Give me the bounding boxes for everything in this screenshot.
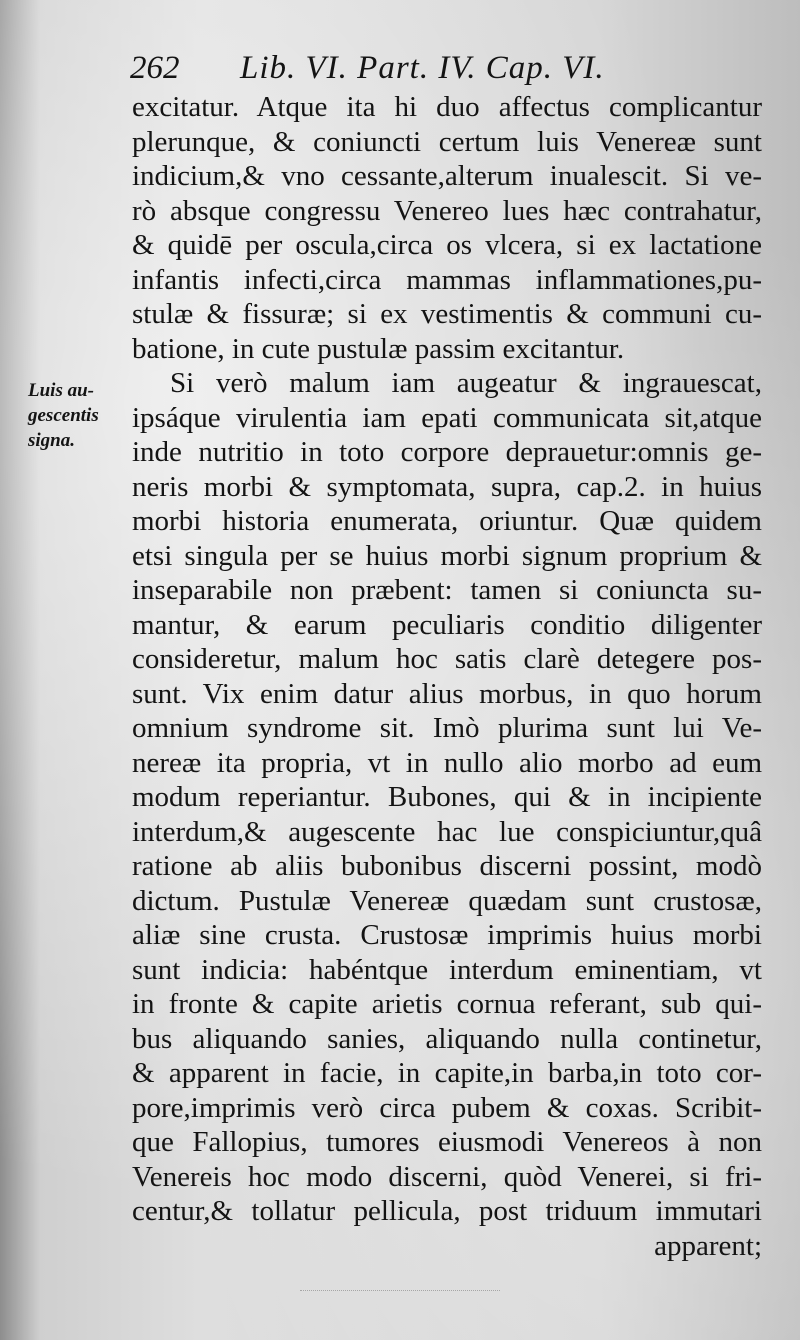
text-line: stulæ & fissuræ; si ex vestimentis & communi cu- xyxy=(132,298,762,330)
text-line: Venereis hoc modo discerni, quòd Venerei, si fri- xyxy=(132,1160,762,1193)
text-line: etsi singula per se huius morbi signum proprium & xyxy=(132,539,762,572)
text-line: excitatur. Atque ita hi duo affectus complicantur xyxy=(132,91,762,123)
text-line: & apparent in facie, in capite,in barba,in toto cor- xyxy=(132,1057,762,1089)
margin-note xyxy=(28,378,128,453)
text-line: rò absque congressu Venereo lues hæc contrahatur, xyxy=(132,194,762,227)
text-line: bus aliquando sanies, aliquando nulla continetur, xyxy=(132,1022,762,1055)
text-line: inseparabile non præbent: tamen si coniuncta su- xyxy=(132,574,762,606)
text-line: que Fallopius, tumores eiusmodi Venereos à non xyxy=(132,1126,762,1158)
bleed-through-mark xyxy=(300,1290,500,1301)
text-line: neris morbi & symptomata, supra, cap.2. in huius xyxy=(132,470,762,503)
page-header xyxy=(130,48,770,88)
text-line: & quidē per oscula,circa os vlcera, si ex lactatione xyxy=(132,229,762,261)
text-line: ipsáque virulentia iam epati communicata sit,atque xyxy=(132,401,762,434)
body-text xyxy=(132,90,762,1263)
text-line: aliæ sine crusta. Crustosæ imprimis huius morbi xyxy=(132,919,762,951)
text-line: pore,imprimis verò circa pubem & coxas. Scribit- xyxy=(132,1091,762,1124)
running-head: Lib. VI. Part. IV. Cap. VI. xyxy=(240,50,605,86)
margin-note-line: signa. xyxy=(28,430,75,451)
text-line: in fronte & capite arietis cornua referant, sub qui- xyxy=(132,988,762,1020)
text-line: Si verò malum iam augeatur & ingrauescat, xyxy=(170,367,762,399)
page-number: 262 xyxy=(130,50,180,86)
text-line: infantis infecti,circa mammas inflammationes,pu- xyxy=(132,263,762,296)
text-line: ratione ab aliis bubonibus discerni possint, modò xyxy=(132,850,762,882)
text-line: sunt indicia: habéntque interdum eminentiam, vt xyxy=(132,953,762,986)
text-line: nereæ ita propria, vt in nullo alio morbo ad eum xyxy=(132,746,762,779)
text-line: batione, in cute pustulæ passim excitantur. xyxy=(132,332,625,365)
text-line: dictum. Pustulæ Venereæ quædam sunt crustosæ, xyxy=(132,884,762,917)
text-line: sunt. Vix enim datur alius morbus, in quo horum xyxy=(132,677,762,710)
text-line: indicium,& vno cessante,alterum inualescit. Si ve- xyxy=(132,160,762,192)
text-line: inde nutritio in toto corpore deprauetur:omnis ge- xyxy=(132,436,762,468)
text-line: interdum,& augescente hac lue conspiciuntur,quâ xyxy=(132,815,762,848)
text-line: consideretur, malum hoc satis clarè detegere pos- xyxy=(132,643,762,675)
text-line: morbi historia enumerata, oriuntur. Quæ quidem xyxy=(132,505,762,537)
text-line: mantur, & earum peculiaris conditio diligenter xyxy=(132,608,762,641)
margin-note-line: Luis au- xyxy=(28,380,94,401)
text-line: centur,& tollatur pellicula, post triduum immutari xyxy=(132,1195,762,1227)
catchword: apparent; xyxy=(654,1229,762,1262)
text-line: omnium syndrome sit. Imò plurima sunt lui Ve- xyxy=(132,712,762,744)
text-line: plerunque, & coniuncti certum luis Venereæ sunt xyxy=(132,125,762,158)
text-line: modum reperiantur. Bubones, qui & in incipiente xyxy=(132,781,762,813)
margin-note-line: gescentis xyxy=(28,405,99,426)
